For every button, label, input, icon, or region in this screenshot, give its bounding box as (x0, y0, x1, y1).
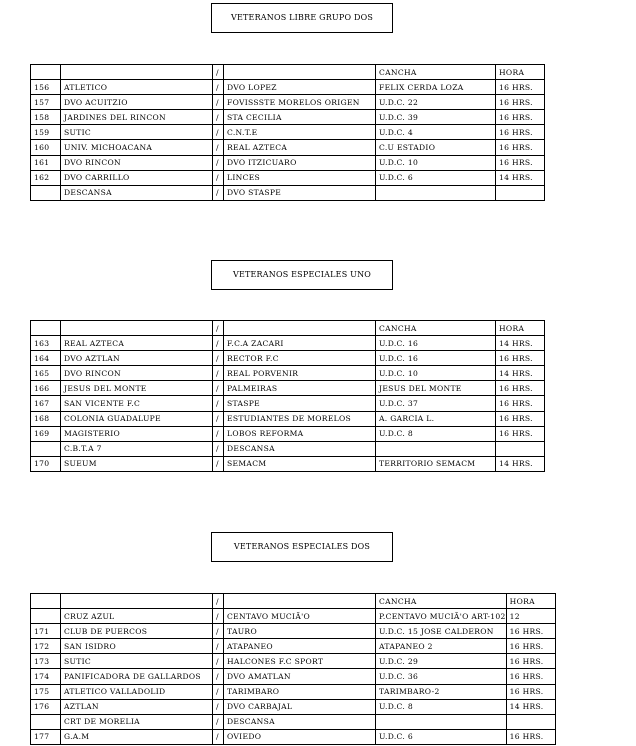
home-team-cell (61, 321, 213, 336)
home-team-cell: JESUS DEL MONTE (61, 381, 213, 396)
separator-cell: / (213, 669, 224, 684)
field-cell: JESUS DEL MONTE (376, 381, 496, 396)
field-cell (376, 441, 496, 456)
table-row (31, 609, 556, 624)
separator-cell: / (213, 609, 224, 624)
home-team-cell: SUTIC (61, 654, 213, 669)
table-row (31, 140, 545, 155)
table-header-row (31, 65, 545, 80)
time-cell: 14 HRS. (496, 456, 545, 471)
separator-cell: / (213, 729, 224, 744)
table-row (31, 639, 556, 654)
schedule-table-especiales-dos (30, 593, 556, 745)
time-cell: HORA (506, 594, 555, 609)
home-team-cell: CLUB DE PUERCOS (61, 624, 213, 639)
separator-cell: / (213, 594, 224, 609)
time-cell: 16 HRS. (496, 351, 545, 366)
table-row (31, 669, 556, 684)
away-team-cell: DVO STASPE (224, 185, 376, 200)
section-title-veteranos-especiales-dos: VETERANOS ESPECIALES DOS (211, 532, 393, 562)
home-team-cell: REAL AZTECA (61, 336, 213, 351)
separator-cell: / (213, 351, 224, 366)
time-cell: 16 HRS. (506, 654, 555, 669)
field-cell: U.D.C. 10 (376, 366, 496, 381)
match-number-cell: 176 (31, 699, 61, 714)
table-row (31, 714, 556, 729)
separator-cell: / (213, 639, 224, 654)
separator-cell: / (213, 654, 224, 669)
time-cell: 16 HRS. (496, 381, 545, 396)
match-number-cell: 164 (31, 351, 61, 366)
away-team-cell: REAL AZTECA (224, 140, 376, 155)
match-number-cell: 174 (31, 669, 61, 684)
section-title-veteranos-libre-grupo-dos: VETERANOS LIBRE GRUPO DOS (211, 3, 393, 33)
away-team-cell: PALMEIRAS (224, 381, 376, 396)
separator-cell: / (213, 714, 224, 729)
time-cell: 14 HRS. (496, 366, 545, 381)
section-title-veteranos-especiales-uno: VETERANOS ESPECIALES UNO (211, 260, 393, 290)
table-row (31, 456, 545, 471)
field-cell: P.CENTAVO MUCIÃ'O ART-102 (376, 609, 507, 624)
field-cell (376, 185, 496, 200)
table-row (31, 110, 545, 125)
away-team-cell: DESCANSA (224, 441, 376, 456)
time-cell: 16 HRS. (506, 624, 555, 639)
match-number-cell: 172 (31, 639, 61, 654)
away-team-cell: HALCONES F.C SPORT (224, 654, 376, 669)
schedule-table-libre-grupo-dos (30, 64, 545, 201)
away-team-cell: SEMACM (224, 456, 376, 471)
field-cell: U.D.C. 22 (376, 95, 496, 110)
table-row (31, 170, 545, 185)
time-cell: 14 HRS. (496, 170, 545, 185)
home-team-cell (61, 594, 213, 609)
field-cell: TARIMBARO-2 (376, 684, 507, 699)
match-number-cell: 165 (31, 366, 61, 381)
table-row (31, 396, 545, 411)
home-team-cell: MAGISTERIO (61, 426, 213, 441)
home-team-cell: DVO CARRILLO (61, 170, 213, 185)
field-cell: CANCHA (376, 594, 507, 609)
home-team-cell: SAN VICENTE F.C (61, 396, 213, 411)
home-team-cell: CRT DE MORELIA (61, 714, 213, 729)
home-team-cell: COLONIA GUADALUPE (61, 411, 213, 426)
time-cell: HORA (496, 321, 545, 336)
table-row (31, 381, 545, 396)
field-cell: U.D.C. 10 (376, 155, 496, 170)
separator-cell: / (213, 80, 224, 95)
home-team-cell: DVO RINCON (61, 155, 213, 170)
time-cell: 16 HRS. (496, 426, 545, 441)
separator-cell: / (213, 125, 224, 140)
separator-cell: / (213, 426, 224, 441)
time-cell: 14 HRS. (506, 699, 555, 714)
field-cell: U.D.C. 15 JOSE CALDERON (376, 624, 507, 639)
away-team-cell: DVO ITZICUARO (224, 155, 376, 170)
match-number-cell: 161 (31, 155, 61, 170)
away-team-cell: ATAPANEO (224, 639, 376, 654)
match-number-cell: 156 (31, 80, 61, 95)
field-cell: TERRITORIO SEMACM (376, 456, 496, 471)
time-cell (506, 714, 555, 729)
separator-cell: / (213, 456, 224, 471)
away-team-cell (224, 321, 376, 336)
time-cell: 12 (506, 609, 555, 624)
match-number-cell (31, 594, 61, 609)
time-cell: 14 HRS. (496, 336, 545, 351)
separator-cell: / (213, 624, 224, 639)
time-cell: 16 HRS. (496, 155, 545, 170)
match-number-cell: 160 (31, 140, 61, 155)
home-team-cell: DVO AZTLAN (61, 351, 213, 366)
match-number-cell (31, 714, 61, 729)
away-team-cell: DESCANSA (224, 714, 376, 729)
match-number-cell: 173 (31, 654, 61, 669)
table-header-row (31, 594, 556, 609)
match-number-cell (31, 65, 61, 80)
match-number-cell: 175 (31, 684, 61, 699)
time-cell: 16 HRS. (506, 639, 555, 654)
table-row (31, 426, 545, 441)
separator-cell: / (213, 441, 224, 456)
table-row (31, 411, 545, 426)
away-team-cell: OVIEDO (224, 729, 376, 744)
home-team-cell (61, 65, 213, 80)
field-cell: C.U ESTADIO (376, 140, 496, 155)
separator-cell: / (213, 336, 224, 351)
field-cell: ATAPANEO 2 (376, 639, 507, 654)
separator-cell: / (213, 65, 224, 80)
match-number-cell: 159 (31, 125, 61, 140)
away-team-cell (224, 65, 376, 80)
time-cell: 16 HRS. (496, 396, 545, 411)
table-row (31, 624, 556, 639)
table-row (31, 80, 545, 95)
away-team-cell: TAURO (224, 624, 376, 639)
field-cell: U.D.C. 6 (376, 170, 496, 185)
field-cell (376, 714, 507, 729)
match-number-cell: 177 (31, 729, 61, 744)
home-team-cell: PANIFICADORA DE GALLARDOS (61, 669, 213, 684)
field-cell: A. GARCIA L. (376, 411, 496, 426)
away-team-cell: ESTUDIANTES DE MORELOS (224, 411, 376, 426)
separator-cell: / (213, 155, 224, 170)
away-team-cell (224, 594, 376, 609)
separator-cell: / (213, 140, 224, 155)
match-number-cell: 162 (31, 170, 61, 185)
match-number-cell: 171 (31, 624, 61, 639)
match-number-cell (31, 185, 61, 200)
table-header-row (31, 321, 545, 336)
match-number-cell: 158 (31, 110, 61, 125)
away-team-cell: DVO LOPEZ (224, 80, 376, 95)
match-number-cell: 157 (31, 95, 61, 110)
field-cell: U.D.C. 39 (376, 110, 496, 125)
away-team-cell: STASPE (224, 396, 376, 411)
separator-cell: / (213, 366, 224, 381)
away-team-cell: REAL PORVENIR (224, 366, 376, 381)
match-number-cell: 170 (31, 456, 61, 471)
away-team-cell: CENTAVO MUCIÃ'O (224, 609, 376, 624)
home-team-cell: G.A.M (61, 729, 213, 744)
table-row (31, 125, 545, 140)
time-cell: HORA (496, 65, 545, 80)
away-team-cell: F.C.A ZACARI (224, 336, 376, 351)
field-cell: U.D.C. 8 (376, 426, 496, 441)
away-team-cell: RECTOR F.C (224, 351, 376, 366)
table-row (31, 366, 545, 381)
home-team-cell: JARDINES DEL RINCON (61, 110, 213, 125)
away-team-cell: TARIMBARO (224, 684, 376, 699)
field-cell: U.D.C. 29 (376, 654, 507, 669)
away-team-cell: LOBOS REFORMA (224, 426, 376, 441)
time-cell (496, 185, 545, 200)
field-cell: FELIX CERDA LOZA (376, 80, 496, 95)
separator-cell: / (213, 185, 224, 200)
home-team-cell: CRUZ AZUL (61, 609, 213, 624)
time-cell (496, 441, 545, 456)
home-team-cell: ATLETICO VALLADOLID (61, 684, 213, 699)
field-cell: U.D.C. 6 (376, 729, 507, 744)
separator-cell: / (213, 321, 224, 336)
separator-cell: / (213, 381, 224, 396)
table-row (31, 729, 556, 744)
match-number-cell (31, 441, 61, 456)
time-cell: 16 HRS. (496, 411, 545, 426)
field-cell: U.D.C. 16 (376, 336, 496, 351)
separator-cell: / (213, 396, 224, 411)
field-cell: CANCHA (376, 321, 496, 336)
table-row (31, 684, 556, 699)
match-number-cell: 169 (31, 426, 61, 441)
table-row (31, 699, 556, 714)
away-team-cell: C.N.T.E (224, 125, 376, 140)
away-team-cell: DVO CARBAJAL (224, 699, 376, 714)
field-cell: U.D.C. 16 (376, 351, 496, 366)
home-team-cell: SUTIC (61, 125, 213, 140)
table-row (31, 654, 556, 669)
home-team-cell: ATLETICO (61, 80, 213, 95)
table-row (31, 95, 545, 110)
field-cell: CANCHA (376, 65, 496, 80)
table-row (31, 336, 545, 351)
separator-cell: / (213, 684, 224, 699)
separator-cell: / (213, 110, 224, 125)
home-team-cell: DVO ACUITZIO (61, 95, 213, 110)
separator-cell: / (213, 95, 224, 110)
schedule-table-especiales-uno (30, 320, 545, 472)
home-team-cell: DVO RINCON (61, 366, 213, 381)
away-team-cell: DVO AMATLAN (224, 669, 376, 684)
separator-cell: / (213, 699, 224, 714)
field-cell: U.D.C. 36 (376, 669, 507, 684)
table-row (31, 441, 545, 456)
home-team-cell: SUEUM (61, 456, 213, 471)
home-team-cell: UNIV. MICHOACANA (61, 140, 213, 155)
match-number-cell (31, 321, 61, 336)
match-number-cell (31, 609, 61, 624)
match-number-cell: 166 (31, 381, 61, 396)
separator-cell: / (213, 170, 224, 185)
home-team-cell: SAN ISIDRO (61, 639, 213, 654)
home-team-cell: AZTLAN (61, 699, 213, 714)
field-cell: U.D.C. 8 (376, 699, 507, 714)
time-cell: 16 HRS. (506, 729, 555, 744)
home-team-cell: DESCANSA (61, 185, 213, 200)
table-row (31, 155, 545, 170)
time-cell: 16 HRS. (496, 140, 545, 155)
table-row (31, 351, 545, 366)
field-cell: U.D.C. 4 (376, 125, 496, 140)
match-number-cell: 163 (31, 336, 61, 351)
table-row (31, 185, 545, 200)
time-cell: 16 HRS. (496, 125, 545, 140)
match-number-cell: 167 (31, 396, 61, 411)
time-cell: 16 HRS. (506, 669, 555, 684)
time-cell: 16 HRS. (496, 110, 545, 125)
away-team-cell: LINCES (224, 170, 376, 185)
separator-cell: / (213, 411, 224, 426)
home-team-cell: C.B.T.A 7 (61, 441, 213, 456)
time-cell: 16 HRS. (506, 684, 555, 699)
time-cell: 16 HRS. (496, 80, 545, 95)
time-cell: 16 HRS. (496, 95, 545, 110)
away-team-cell: STA CECILIA (224, 110, 376, 125)
match-number-cell: 168 (31, 411, 61, 426)
field-cell: U.D.C. 37 (376, 396, 496, 411)
away-team-cell: FOVISSSTE MORELOS ORIGEN (224, 95, 376, 110)
